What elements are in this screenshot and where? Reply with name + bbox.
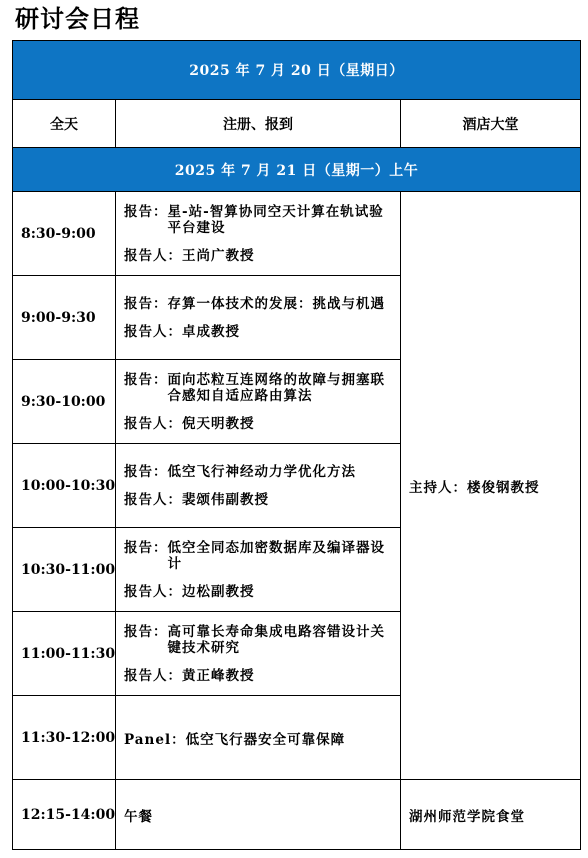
day1-location-cell: 酒店大堂 (401, 100, 581, 148)
talk-topic: 高可靠长寿命集成电路容错设计关键技术研究 (167, 623, 385, 656)
session-time: 8:30-9:00 (13, 192, 116, 276)
talk-topic: 星-站-智算协同空天计算在轨试验平台建设 (167, 203, 384, 236)
session-talk-cell (116, 444, 401, 528)
talk-topic: 存算一体技术的发展：挑战与机遇 (167, 295, 385, 312)
session-talk-cell (116, 612, 401, 696)
talk-label: 报告： (124, 295, 168, 312)
panel-time: 11:30-12:00 (13, 696, 116, 780)
session-row (13, 192, 581, 276)
lunch-text: 午餐 (116, 780, 401, 850)
speaker-name: 黄正峰教授 (182, 667, 255, 684)
session-talk-cell (116, 528, 401, 612)
lunch-row (13, 780, 581, 850)
session-talk-cell (116, 360, 401, 444)
session-time: 9:00-9:30 (13, 276, 116, 360)
session-time: 10:00-10:30 (13, 444, 116, 528)
day2-date-band: 2025 年 7 月 21 日（星期一）上午 (13, 148, 581, 192)
speaker-name: 倪天明教授 (182, 415, 255, 432)
day2-date-row (13, 148, 581, 192)
speaker-label: 报告人： (124, 667, 182, 684)
talk-label: 报告： (124, 371, 168, 388)
talk-topic: 低空全同态加密数据库及编译器设计 (167, 539, 385, 572)
session-talk-cell (116, 276, 401, 360)
lunch-time: 12:15-14:00 (13, 780, 116, 850)
day1-date-row (13, 41, 581, 100)
talk-label: 报告： (124, 539, 168, 556)
speaker-name: 裴颂伟副教授 (182, 491, 269, 508)
talk-topic: 面向芯粒互连网络的故障与拥塞联合感知自适应路由算法 (167, 371, 385, 404)
lunch-location: 湖州师范学院食堂 (401, 780, 581, 850)
speaker-label: 报告人： (124, 415, 182, 432)
speaker-name: 卓成教授 (182, 323, 240, 340)
session-time: 9:30-10:00 (13, 360, 116, 444)
speaker-label: 报告人： (124, 491, 182, 508)
speaker-name: 王尚广教授 (182, 247, 255, 264)
speaker-label: 报告人： (124, 583, 182, 600)
page-title: 研讨会日程 (15, 5, 140, 33)
talk-topic: 低空飞行神经动力学优化方法 (167, 463, 356, 480)
speaker-name: 边松副教授 (182, 583, 255, 600)
speaker-label: 报告人： (124, 247, 182, 264)
day1-date-band: 2025 年 7 月 20 日（星期日） (13, 41, 581, 100)
schedule-table (12, 40, 581, 850)
host-cell: 主持人：楼俊钢教授 (401, 192, 581, 780)
session-talk-cell (116, 192, 401, 276)
session-time: 10:30-11:00 (13, 528, 116, 612)
day1-activity-cell: 注册、报到 (116, 100, 401, 148)
speaker-label: 报告人： (124, 323, 182, 340)
talk-label: 报告： (124, 623, 168, 640)
session-time: 11:00-11:30 (13, 612, 116, 696)
talk-label: 报告： (124, 463, 168, 480)
talk-label: 报告： (124, 203, 168, 220)
day1-time-cell: 全天 (13, 100, 116, 148)
day1-registration-row (13, 100, 581, 148)
panel-text: Panel：低空飞行器安全可靠保障 (116, 696, 401, 780)
